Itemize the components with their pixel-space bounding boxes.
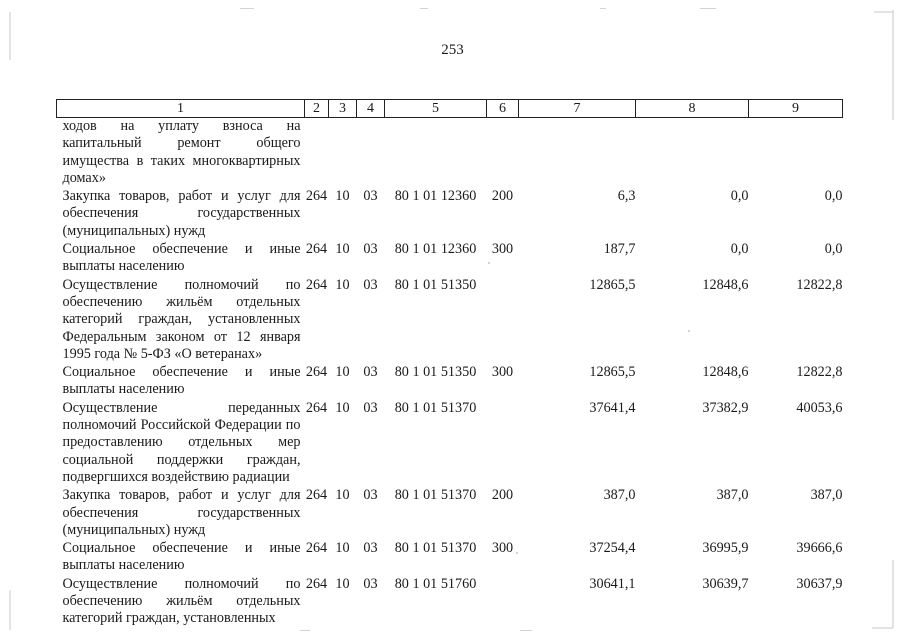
row-value-7: 387,0	[603, 487, 636, 504]
table-row	[57, 576, 843, 629]
row-value-9: 0,0	[824, 241, 843, 258]
row-code-4: 03	[363, 399, 378, 416]
header-row	[57, 100, 843, 118]
row-value-7: 6,3	[617, 188, 636, 205]
row-name: Осуществление полномочий по обеспечению жильём отдельных категорий граждан, установленных Федеральным законом от 12 января 1995 года № 5-ФЗ «О ветеранах»	[62, 276, 301, 362]
row-value-8: 0,0	[730, 241, 749, 258]
table-row	[57, 241, 843, 277]
row-code-2: 264	[305, 399, 328, 416]
row-code-6: 200	[491, 487, 514, 504]
row-code-2	[305, 118, 329, 189]
table-row	[57, 540, 843, 576]
row-code-6	[487, 576, 519, 629]
row-name: Социальное обеспечение и иные выплаты населению	[62, 241, 301, 275]
table-row	[57, 400, 843, 487]
row-value-9: 12822,8	[796, 364, 843, 381]
row-value-7: 37641,4	[589, 399, 636, 416]
row-code-6: 300	[491, 364, 514, 381]
row-code-6: 300	[491, 540, 514, 557]
row-value-8: 12848,6	[702, 276, 749, 293]
row-code-5: 80 1 01 51350	[394, 276, 477, 293]
table-row	[57, 188, 843, 241]
row-code-5: 80 1 01 51350	[394, 364, 477, 381]
header-col-6: 6	[487, 100, 519, 118]
row-code-6: 300	[491, 241, 514, 258]
budget-table	[56, 99, 843, 629]
row-value-9: 39666,6	[796, 540, 843, 557]
row-code-5: 80 1 01 12360	[394, 188, 477, 205]
table-body	[57, 118, 843, 629]
row-code-6	[487, 277, 519, 364]
row-value-7	[519, 118, 636, 189]
scan-dot	[700, 8, 716, 9]
row-code-4: 03	[363, 487, 378, 504]
row-code-5: 80 1 01 51760	[394, 575, 477, 592]
row-code-3: 10	[335, 276, 350, 293]
row-code-2: 264	[305, 188, 328, 205]
scan-dot	[240, 8, 254, 9]
row-value-7: 30641,1	[589, 575, 636, 592]
header-col-8: 8	[636, 100, 749, 118]
row-code-4: 03	[363, 188, 378, 205]
scan-dot	[300, 630, 310, 631]
row-code-5: 80 1 01 51370	[394, 487, 477, 504]
row-name: Осуществление полномочий по обеспечению жильём отдельных категорий граждан, установленных	[62, 575, 301, 627]
row-code-6	[487, 118, 519, 189]
row-name: Закупка товаров, работ и услуг для обеспечения государственных (муниципальных) нужд	[62, 487, 301, 538]
header-col-9: 9	[749, 100, 843, 118]
header-col-2: 2	[305, 100, 329, 118]
row-code-5: 80 1 01 51370	[394, 399, 477, 416]
row-code-4: 03	[363, 276, 378, 293]
row-name: Закупка товаров, работ и услуг для обеспечения государственных (муниципальных) нужд	[62, 188, 301, 239]
row-name: ходов на уплату взноса на капитальный ремонт общего имущества в таких многоквартирных домах»	[62, 118, 301, 186]
row-code-2: 264	[305, 364, 328, 381]
scan-dot	[520, 630, 532, 631]
row-name: Социальное обеспечение и иные выплаты населению	[62, 540, 301, 574]
scan-dot	[420, 8, 428, 9]
row-code-2: 264	[305, 276, 328, 293]
page-number: 253	[441, 42, 464, 58]
row-code-2: 264	[305, 540, 328, 557]
row-code-2: 264	[305, 575, 328, 592]
row-value-7: 12865,5	[589, 276, 636, 293]
row-code-3: 10	[335, 575, 350, 592]
row-name: Социальное обеспечение и иные выплаты населению	[62, 364, 301, 398]
row-code-3: 10	[335, 487, 350, 504]
row-code-2: 264	[305, 487, 328, 504]
row-code-5	[385, 118, 487, 189]
row-code-3: 10	[335, 364, 350, 381]
row-value-7: 12865,5	[589, 364, 636, 381]
row-value-7: 187,7	[603, 241, 636, 258]
row-value-8: 37382,9	[702, 399, 749, 416]
header-col-3: 3	[329, 100, 357, 118]
row-value-8	[636, 118, 749, 189]
row-value-9	[749, 118, 843, 189]
row-value-8: 36995,9	[702, 540, 749, 557]
row-code-3	[329, 118, 357, 189]
header-col-4: 4	[357, 100, 385, 118]
table-row	[57, 487, 843, 540]
scan-dot	[600, 8, 606, 9]
header-col-7: 7	[519, 100, 636, 118]
row-code-5: 80 1 01 51370	[394, 540, 477, 557]
row-value-8: 30639,7	[702, 575, 749, 592]
row-code-4: 03	[363, 364, 378, 381]
row-value-8: 12848,6	[702, 364, 749, 381]
table-row	[57, 364, 843, 400]
row-code-4: 03	[363, 575, 378, 592]
header-col-5: 5	[385, 100, 487, 118]
row-value-9: 40053,6	[796, 399, 843, 416]
row-code-4: 03	[363, 540, 378, 557]
header-col-1: 1	[57, 100, 305, 118]
row-code-3: 10	[335, 399, 350, 416]
row-code-4: 03	[363, 241, 378, 258]
row-code-3: 10	[335, 540, 350, 557]
row-value-9: 12822,8	[796, 276, 843, 293]
row-code-4	[357, 118, 385, 189]
row-code-3: 10	[335, 188, 350, 205]
row-code-3: 10	[335, 241, 350, 258]
row-value-8: 0,0	[730, 188, 749, 205]
row-value-9: 387,0	[810, 487, 843, 504]
row-name: Осуществление переданных полномочий Российской Федерации по предоставлению отдельных мер социальной поддержки граждан, подвергшихся воздействию радиации	[62, 399, 301, 485]
row-code-2: 264	[305, 241, 328, 258]
row-code-6: 200	[491, 188, 514, 205]
row-value-8: 387,0	[716, 487, 749, 504]
row-code-5: 80 1 01 12360	[394, 241, 477, 258]
row-value-7: 37254,4	[589, 540, 636, 557]
table-row	[57, 118, 843, 189]
row-value-9: 0,0	[824, 188, 843, 205]
row-code-6	[487, 400, 519, 487]
table-row	[57, 277, 843, 364]
row-value-9: 30637,9	[796, 575, 843, 592]
